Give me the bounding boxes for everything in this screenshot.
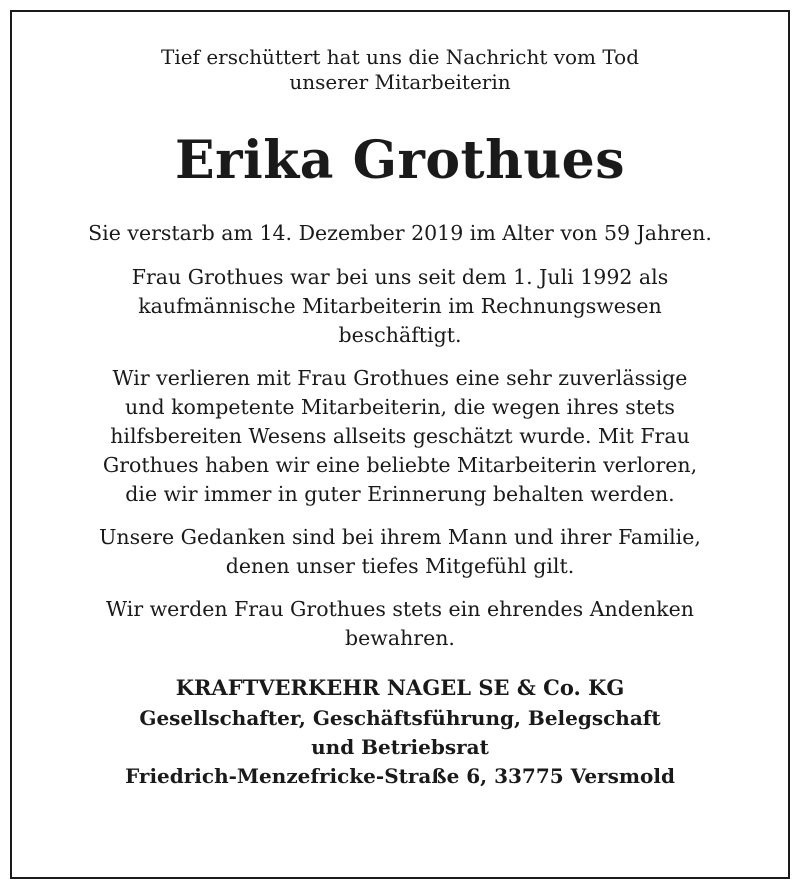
company-address: Friedrich-Menzefricke-Straße 6, 33775 Versmold — [125, 764, 675, 788]
paragraph-line: und kompetente Mitarbeiterin, die wegen ihres stets — [125, 395, 675, 419]
intro-line: Tief erschüttert hat uns die Nachricht vom Tod — [160, 45, 640, 69]
paragraph-line: beschäftigt. — [338, 323, 462, 347]
paragraph-line: die wir immer in guter Erinnerung behalten werden. — [125, 482, 675, 506]
signature-line: und Betriebsrat — [311, 735, 489, 759]
obituary-notice — [14, 0, 786, 791]
paragraph-line: Unsere Gedanken sind bei ihrem Mann und ihrer Familie, — [99, 525, 701, 549]
signature-block — [14, 704, 786, 791]
company-name: KRAFTVERKEHR NAGEL SE & Co. KG — [175, 675, 625, 700]
condolence-paragraph — [14, 523, 786, 581]
paragraph-line: Sie verstarb am 14. Dezember 2019 im Alter von 59 Jahren. — [88, 221, 712, 245]
paragraph-line: Wir verlieren mit Frau Grothues eine sehr zuverlässige — [112, 366, 688, 390]
deceased-name: Erika Grothues — [174, 130, 626, 191]
intro-line: unserer Mitarbeiterin — [289, 70, 511, 94]
intro-text — [14, 45, 786, 95]
paragraph-line: kaufmännische Mitarbeiterin im Rechnungswesen — [138, 294, 662, 318]
remembrance-paragraph — [14, 595, 786, 653]
paragraph-line: Wir werden Frau Grothues stets ein ehrendes Andenken — [106, 597, 694, 621]
paragraph-line: Grothues haben wir eine beliebte Mitarbeiterin verloren, — [102, 453, 698, 477]
paragraph-line: denen unser tiefes Mitgefühl gilt. — [225, 554, 575, 578]
paragraph-line: bewahren. — [345, 626, 455, 650]
death-date-paragraph — [14, 219, 786, 248]
signature-line: Gesellschafter, Geschäftsführung, Belegschaft — [139, 706, 661, 730]
employment-paragraph — [14, 263, 786, 350]
paragraph-line: Frau Grothues war bei uns seit dem 1. Juli 1992 als — [131, 265, 669, 289]
paragraph-line: hilfsbereiten Wesens allseits geschätzt wurde. Mit Frau — [110, 424, 690, 448]
tribute-paragraph — [14, 364, 786, 509]
